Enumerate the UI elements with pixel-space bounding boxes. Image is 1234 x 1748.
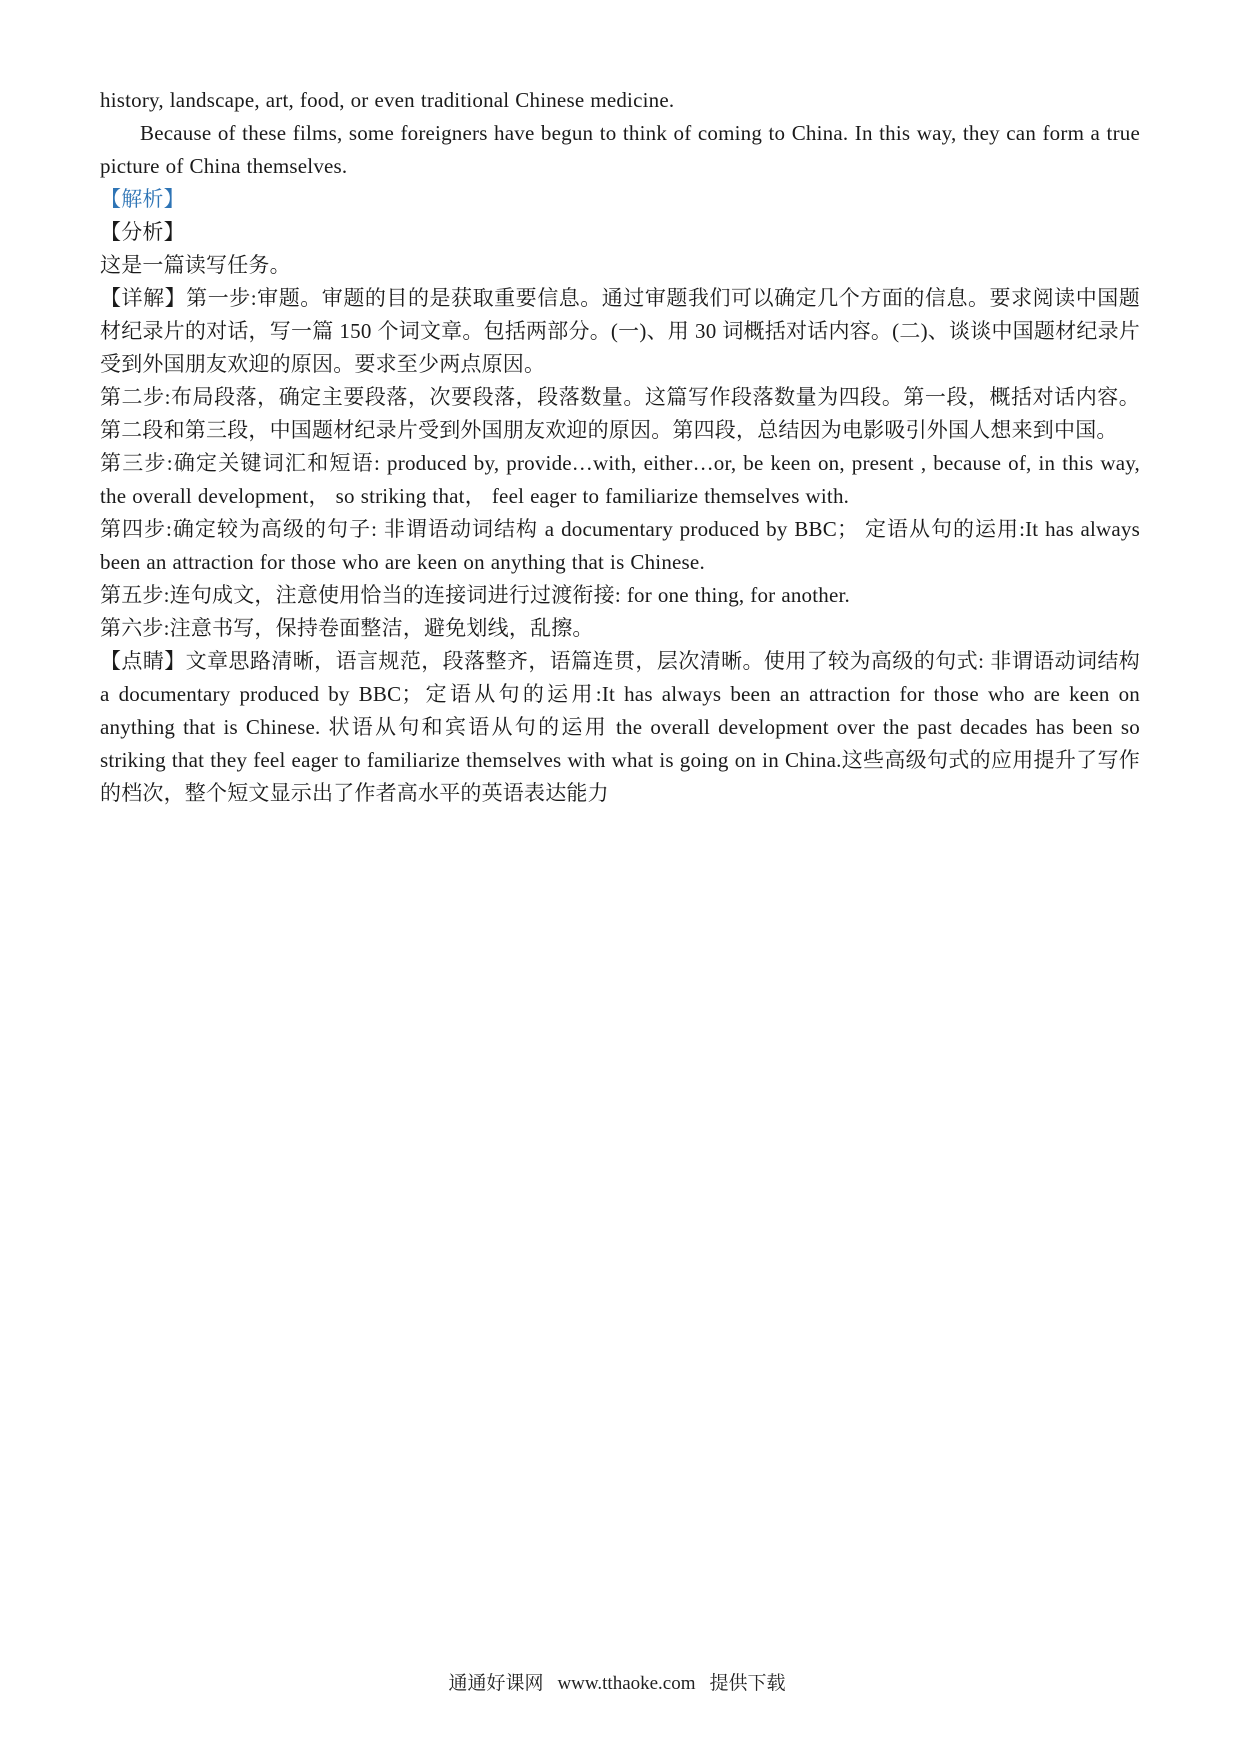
document-body xyxy=(100,84,1140,810)
step5-paragraph: 第五步:连句成文，注意使用恰当的连接词进行过渡衔接: for one thing, for another. xyxy=(100,583,850,607)
step2-paragraph: 第二步:布局段落，确定主要段落，次要段落，段落数量。这篇写作段落数量为四段。第一段，概括对话内容。第二段和第三段，中国题材纪录片受到外国朋友欢迎的原因。第四段，总结因为电影吸引外国人想来到中国。 xyxy=(100,385,1140,442)
jiexi-section-label: 【解析】 xyxy=(100,187,185,211)
analysis-intro-line: 这是一篇读写任务。 xyxy=(100,253,291,277)
paragraph-english-body: Because of these films, some foreigners have begun to think of coming to China. In this way, they can form a true picture of China themselves. xyxy=(100,121,1140,178)
step4-paragraph: 第四步:确定较为高级的句子: 非谓语动词结构 a documentary produced by BBC； 定语从句的运用:It has always been an attraction for those who are keen on anything that is Chinese. xyxy=(100,517,1140,574)
paragraph-english-continuation: history, landscape, art, food, or even traditional Chinese medicine. xyxy=(100,88,675,112)
step6-paragraph: 第六步:注意书写，保持卷面整洁，避免划线，乱擦。 xyxy=(100,616,594,640)
page-footer xyxy=(0,1668,1234,1695)
footer-site-name: 通通好课网 xyxy=(448,1673,544,1694)
step3-paragraph: 第三步:确定关键词汇和短语: produced by, provide…with, either…or, be keen on, present , because of, in this way, the overall development， so striking that， feel eager to familiarize themselves with. xyxy=(100,451,1140,508)
footer-download-note: 提供下载 xyxy=(709,1673,786,1694)
fenxi-section-label: 【分析】 xyxy=(100,220,185,244)
dianjing-summary-paragraph: 【点睛】文章思路清晰，语言规范，段落整齐，语篇连贯，层次清晰。使用了较为高级的句式: 非谓语动词结构 a documentary produced by BBC；定语从句的运用:It has always been an attraction for those who are keen on anything that is Chinese. 状语从句和宾语从句的运用 the overall development over the past decades has been so striking that they feel eager to familiarize themselves with what is going on in China.这些高级句式的应用提升了写作的档次，整个短文显示出了作者高水平的英语表达能力 xyxy=(100,649,1140,805)
footer-url: www.tthaoke.com xyxy=(557,1673,696,1694)
xiangjie-step1-paragraph: 【详解】第一步:审题。审题的目的是获取重要信息。通过审题我们可以确定几个方面的信息。要求阅读中国题材纪录片的对话，写一篇 150 个词文章。包括两部分。(一)、用 30 词概括对话内容。(二)、谈谈中国题材纪录片受到外国朋友欢迎的原因。要求至少两点原因。 xyxy=(100,286,1140,376)
